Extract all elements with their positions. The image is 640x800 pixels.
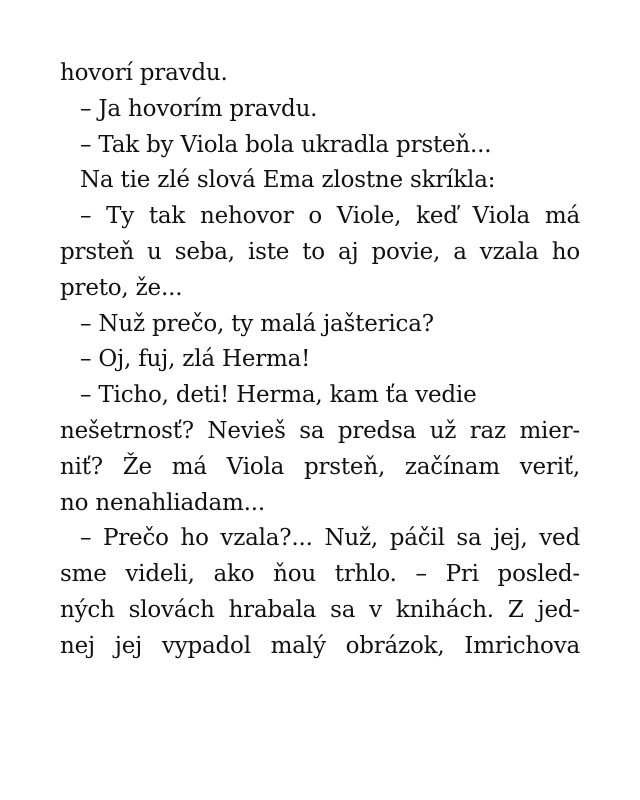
text-line: niť? Že má Viola prsteň, začínam veriť,	[60, 453, 580, 480]
text-line: ných slovách hrabala sa v knihách. Z jed-	[60, 596, 580, 623]
text-line: nešetrnosť? Nevieš sa predsa už raz mier-	[60, 417, 580, 444]
text-line: – Ticho, deti! Herma, kam ťa vedie	[80, 382, 477, 409]
text-line: hovorí pravdu.	[60, 60, 228, 86]
text-line: no nenahliadam...	[60, 489, 265, 516]
text-line: prsteň u seba, iste to aj povie, a vzala ho	[60, 238, 580, 265]
text-line: – Ty tak nehovor o Viole, keď Viola má	[80, 203, 580, 230]
text-line: – Prečo ho vzala?... Nuž, páčil sa jej, veď	[80, 525, 580, 552]
text-line: – Ja hovorím pravdu.	[80, 95, 318, 122]
page-text	[60, 56, 580, 665]
text-line: – Nuž prečo, ty malá jašterica?	[80, 310, 434, 337]
text-line: nej jej vypadol malý obrázok, Imrichova	[60, 632, 580, 659]
text-line: – Tak by Viola bola ukradla prsteň...	[80, 131, 492, 158]
text-line: – Oj, fuj, zlá Herma!	[80, 346, 311, 373]
text-line: sme videli, ako ňou trhlo. – Pri posled-	[60, 561, 580, 588]
text-line: Na tie zlé slová Ema zlostne skríkla:	[80, 167, 496, 194]
text-line: preto, že...	[60, 274, 183, 301]
